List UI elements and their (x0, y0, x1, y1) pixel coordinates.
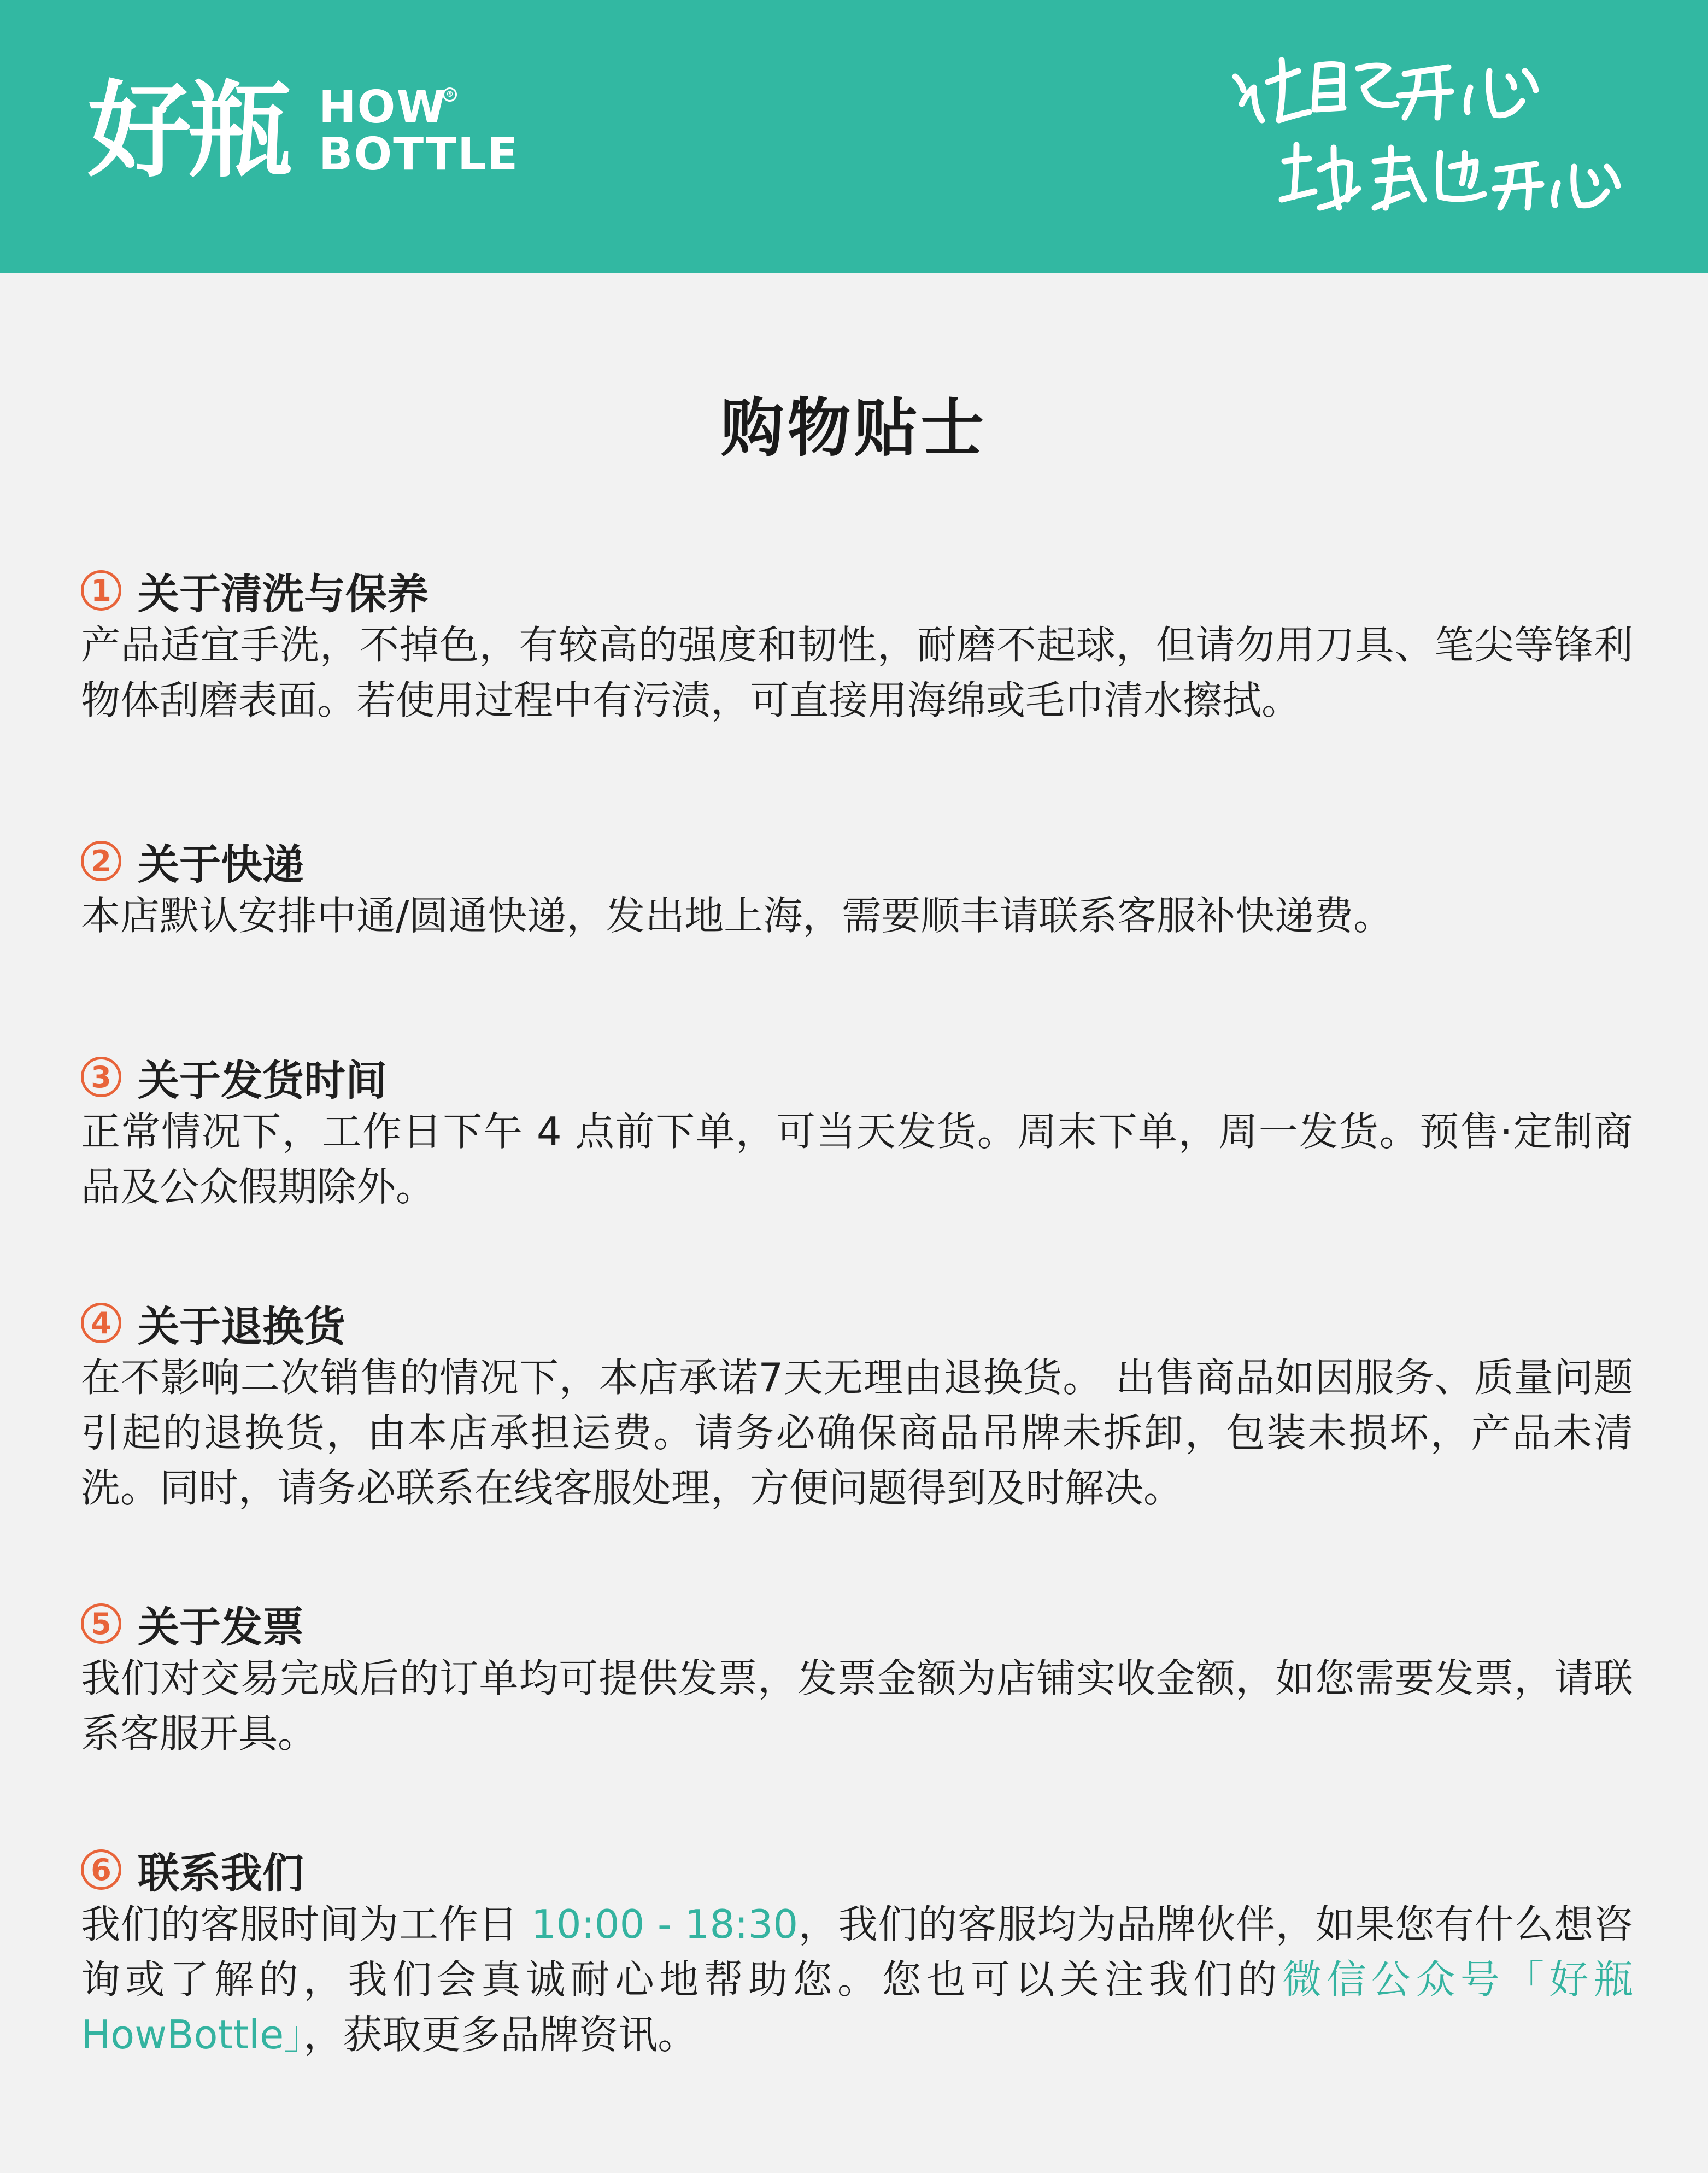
registered-mark: ® (443, 87, 457, 102)
section-body: 产品适宜手洗，不掉色，有较高的强度和韧性，耐磨不起球，但请勿用刀具、笔尖等锋利物体刮磨表面。若使用过程中有污渍，可直接用海绵或毛巾清水擦拭。 (81, 622, 1633, 723)
section-body: 我们对交易完成后的订单均可提供发票，发票金额为店铺实收金额，如您需要发票，请联系客服开具。 (81, 1655, 1633, 1756)
section-header (81, 1596, 1633, 1651)
section-header (81, 1842, 1633, 1897)
logo-english-line1: HOW (319, 81, 447, 133)
contact-text-part1: 我们的客服时间为工作日 (81, 1901, 531, 1947)
section-contact (81, 1842, 1633, 2063)
handwritten-slogan (1230, 44, 1645, 241)
wechat-account-link[interactable]: 微信公众号「好瓶HowBottle」 (81, 1957, 1633, 2058)
contact-text-part3: ，获取更多品牌资讯。 (303, 2012, 697, 2058)
section-number-badge: 5 (81, 1603, 121, 1644)
section-number-badge: 4 (81, 1303, 121, 1343)
logo-chinese: 好瓶 (87, 71, 289, 191)
section-cleaning (81, 563, 1633, 728)
section-invoice (81, 1596, 1633, 1761)
section-title: 关于清洗与保养 (138, 569, 429, 618)
section-number-badge: 2 (81, 841, 121, 881)
brand-header (0, 0, 1708, 273)
logo-english-line2: BOTTLE (319, 128, 519, 180)
section-body: 本店默认安排中通/圆通快递，发出地上海，需要顺丰请联系客服补快递费。 (81, 893, 1393, 939)
section-header (81, 834, 1633, 888)
section-number-badge: 1 (81, 570, 121, 611)
section-title: 关于退换货 (138, 1302, 345, 1351)
brand-logo (87, 71, 519, 191)
section-body (81, 1897, 1633, 2063)
section-returns (81, 1296, 1633, 1516)
section-title: 联系我们 (138, 1848, 304, 1897)
section-title: 关于发货时间 (138, 1056, 387, 1105)
section-dispatch-time (81, 1050, 1633, 1215)
section-body: 在不影响二次销售的情况下，本店承诺7天无理由退换货。 出售商品如因服务、质量问题引起的退换货，由本店承担运费。请务必确保商品吊牌未拆卸，包装未损坏，产品未清洗。同时，请务必联系在线客服处理，方便问题得到及时解决。 (81, 1355, 1633, 1511)
section-header (81, 1296, 1633, 1350)
section-shipping (81, 834, 1633, 944)
section-header (81, 563, 1633, 618)
section-number-badge: 3 (81, 1057, 121, 1097)
section-title: 关于发票 (138, 1602, 304, 1651)
contact-text-part2: ，我们的客服均为品牌伙伴，如果您有什么想咨询或了解的，我们会真诚耐心地帮助您。您也可以关注我们的 (81, 1901, 1633, 2002)
service-hours: 10:00 - 18:30 (531, 1901, 799, 1947)
logo-english (319, 81, 519, 180)
section-header (81, 1050, 1633, 1104)
section-number-badge: 6 (81, 1849, 121, 1890)
section-body: 正常情况下，工作日下午 4 点前下单，可当天发货。周末下单，周一发货。预售·定制商品及公众假期除外。 (81, 1109, 1633, 1210)
section-title: 关于快递 (138, 840, 304, 889)
page-title: 购物贴士 (720, 391, 988, 465)
